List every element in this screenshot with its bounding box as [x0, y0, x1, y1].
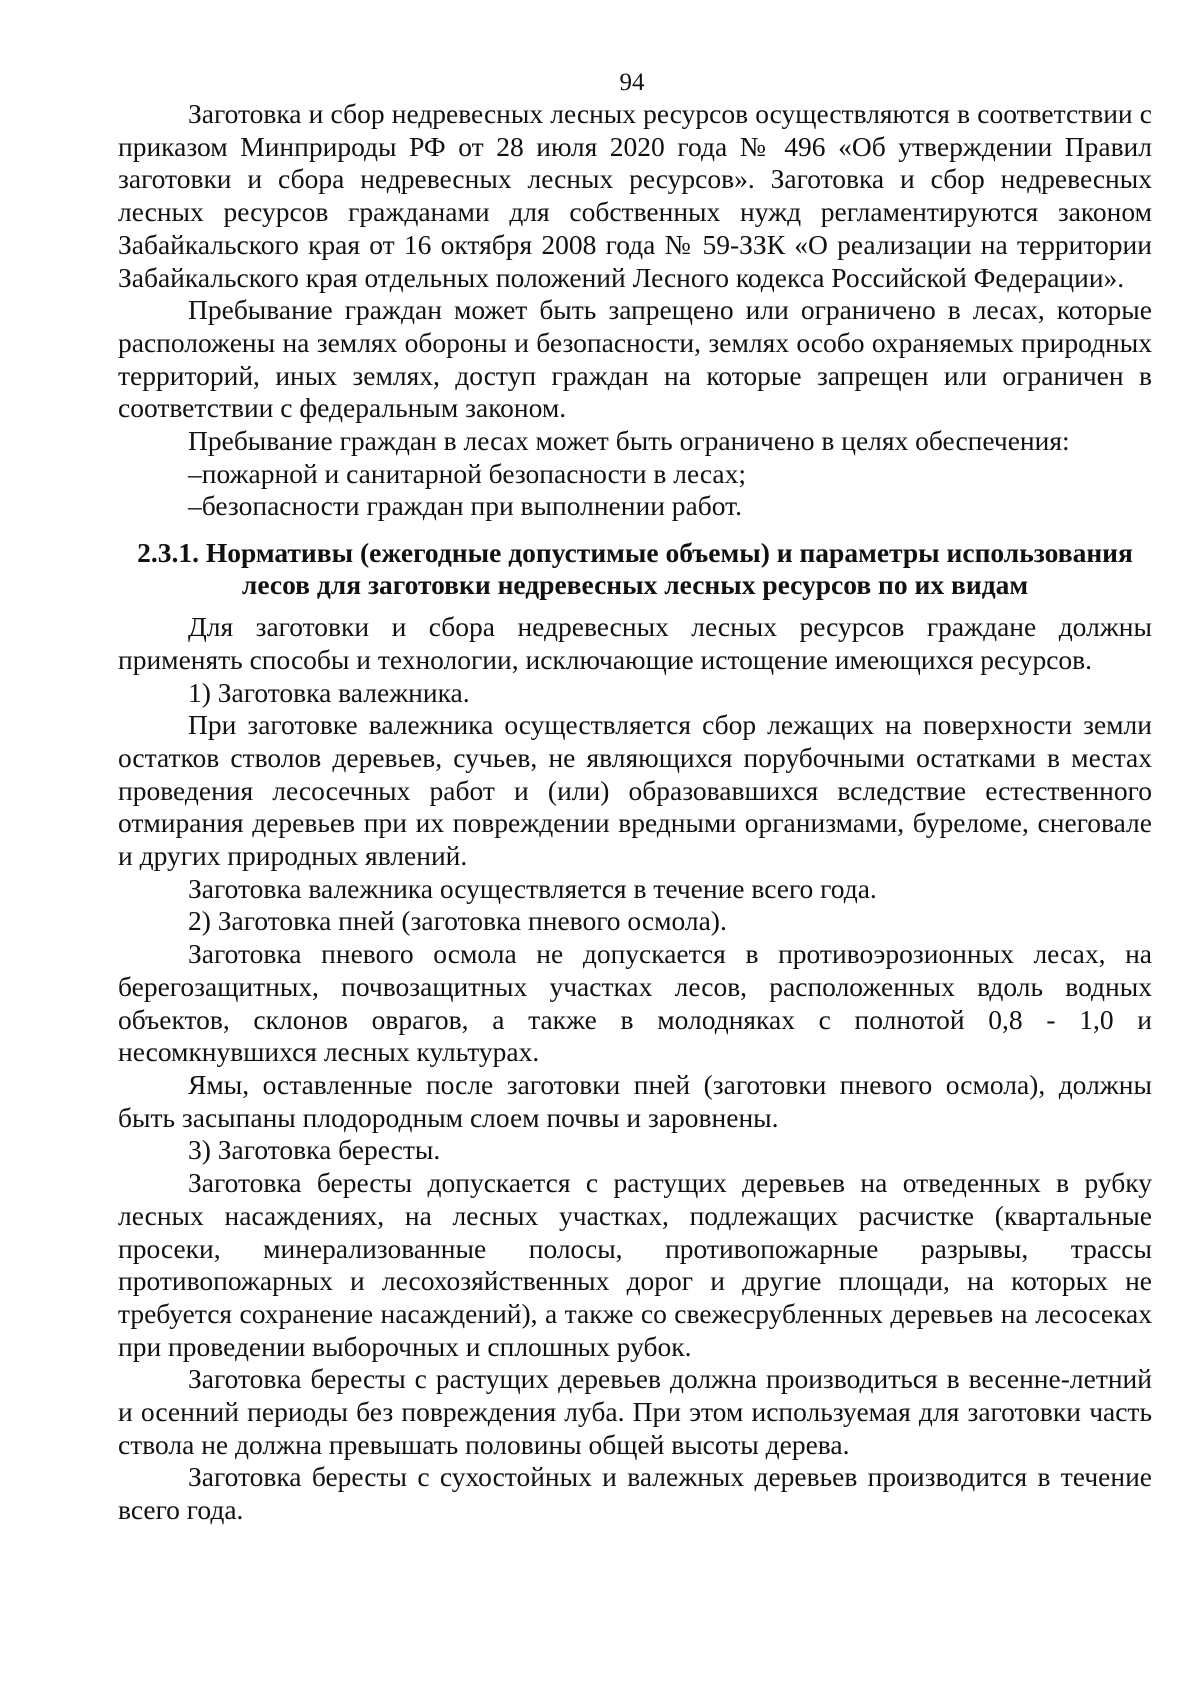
numbered-item: 3) Заготовка бересты.: [188, 1134, 441, 1166]
paragraph: Заготовка бересты с сухостойных и валежных деревьев производится в течение всего года.: [118, 1461, 1152, 1526]
paragraph: Пребывание граждан в лесах может быть ограничено в целях обеспечения:: [188, 425, 1070, 457]
paragraph: Заготовка бересты с растущих деревьев должна производиться в весенне-летний и осенний периоды без повреждения луба. При этом используемая для заготовки часть ствола не должна превышать половины общей высоты дерева.: [118, 1363, 1152, 1460]
list-item: –безопасности граждан при выполнении работ.: [188, 490, 742, 522]
document-body: [118, 98, 1152, 1527]
paragraph: Заготовка валежника осуществляется в течение всего года.: [188, 872, 877, 904]
paragraph: Пребывание граждан может быть запрещено или ограничено в лесах, которые расположены на землях обороны и безопасности, землях особо охраняемых природных территорий, иных землях, доступ граждан на которые запрещен или ограничен в соответствии с федеральным законом.: [118, 294, 1152, 424]
list-item: –пожарной и санитарной безопасности в лесах;: [188, 457, 747, 489]
section-heading: [118, 537, 1152, 601]
paragraph: Заготовка бересты допускается с растущих деревьев на отведенных в рубку лесных насаждениях, на лесных участках, подлежащих расчистке (квартальные просеки, минерализованные полосы, противопожарные разрывы, трассы противопожарных и лесохозяйственных дорог и другие площади, на которых не требуется сохранение насаждений), а также со свежесрубленных деревьев на лесосеках при проведении выборочных и сплошных рубок.: [118, 1167, 1152, 1362]
paragraph: Заготовка пневого осмола не допускается в противоэрозионных лесах, на берегозащитных, почвозащитных участках лесов, расположенных вдоль водных объектов, склонов оврагов, а также в молодняках с полнотой 0,8 - 1,0 и несомкнувшихся лесных культурах.: [118, 938, 1152, 1068]
page-number: 94: [619, 69, 645, 96]
paragraph: Для заготовки и сбора недревесных лесных ресурсов граждане должны применять способы и технологии, исключающие истощение имеющихся ресурсов.: [118, 611, 1152, 675]
paragraph: Ямы, оставленные после заготовки пней (заготовки пневого осмола), должны быть засыпаны плодородным слоем почвы и заровнены.: [118, 1068, 1152, 1133]
numbered-item: 1) Заготовка валежника.: [188, 676, 470, 708]
numbered-item: 2) Заготовка пней (заготовка пневого осмола).: [188, 905, 727, 937]
paragraph: При заготовке валежника осуществляется сбор лежащих на поверхности земли остатков стволов деревьев, сучьев, не являющихся порубочными остатками в местах проведения лесосечных работ и (или) образовавшихся вследствие естественного отмирания деревьев при их повреждении вредными организмами, буреломе, снеговале и других природных явлений.: [118, 709, 1152, 872]
paragraph: Заготовка и сбор недревесных лесных ресурсов осуществляются в соответствии с приказом Минприроды РФ от 28 июля 2020 года № 496 «Об утверждении Правил заготовки и сбора недревесных лесных ресурсов». Заготовка и сбор недревесных лесных ресурсов гражданами для собственных нужд регламентируются законом Забайкальского края от 16 октября 2008 года № 59-ЗЗК «О реализации на территории Забайкальского края отдельных положений Лесного кодекса Российской Федерации».: [118, 98, 1152, 293]
section-heading-line-1: 2.3.1. Нормативы (ежегодные допустимые объемы) и параметры использования: [137, 537, 1133, 569]
section-heading-line-2: лесов для заготовки недревесных лесных ресурсов по их видам: [241, 569, 1029, 601]
